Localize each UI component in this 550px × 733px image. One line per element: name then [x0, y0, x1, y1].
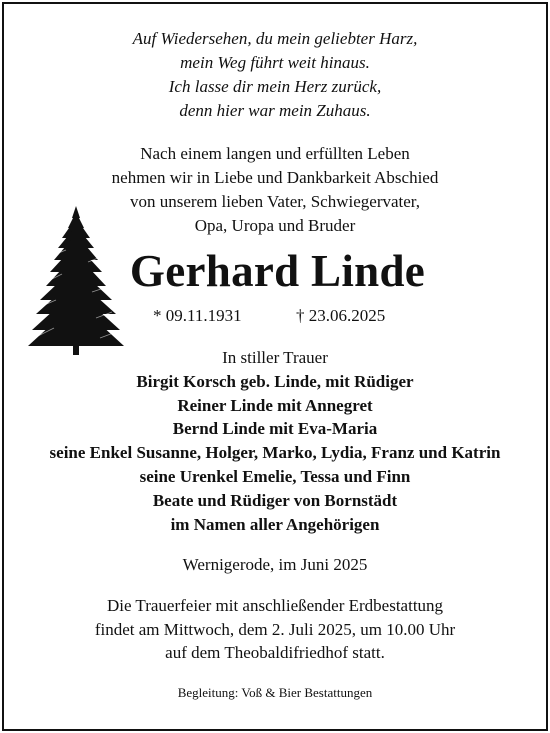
mourner-line: seine Enkel Susanne, Holger, Marko, Lydia, Franz und Katrin: [49, 443, 501, 463]
mourner-line: Reiner Linde mit Annegret: [177, 395, 373, 415]
deceased-name: Gerhard Linde: [129, 246, 426, 296]
poem: [0, 27, 550, 123]
birth-date: * 09.11.1931: [153, 306, 242, 325]
mourner-line: im Namen aller Angehörigen: [170, 514, 380, 534]
place-date: Wernigerode, im Juni 2025: [182, 555, 368, 574]
mourner-line: seine Urenkel Emelie, Tessa und Finn: [139, 466, 411, 486]
funeral-line: findet am Mittwoch, dem 2. Juli 2025, um 10.00 Uhr: [94, 619, 456, 639]
mourner-line: Beate und Rüdiger von Bornstädt: [152, 490, 398, 510]
poem-line: denn hier war mein Zuhaus.: [179, 101, 371, 120]
funeral-home-credit: Begleitung: Voß & Bier Bestattungen: [177, 685, 373, 700]
poem-line: Auf Wiedersehen, du mein geliebter Harz,: [132, 29, 418, 48]
mourner-line: Bernd Linde mit Eva-Maria: [172, 419, 378, 439]
mourning-lead: In stiller Trauer: [222, 348, 328, 367]
mourner-line: Birgit Korsch geb. Linde, mit Rüdiger: [136, 371, 414, 391]
mourners-block: [0, 346, 550, 536]
poem-line: mein Weg führt weit hinaus.: [180, 53, 370, 72]
farewell-line: Nach einem langen und erfüllten Leben: [140, 144, 410, 163]
fir-tree-icon: [26, 204, 126, 359]
funeral-line: auf dem Theobaldifriedhof statt.: [165, 643, 385, 662]
death-date: † 23.06.2025: [296, 306, 386, 325]
funeral-details: [0, 594, 550, 665]
farewell-line: von unserem lieben Vater, Schwiegervater,: [129, 192, 421, 211]
farewell-line: Opa, Uropa und Bruder: [194, 216, 356, 235]
poem-line: Ich lasse dir mein Herz zurück,: [168, 77, 382, 96]
farewell-line: nehmen wir in Liebe und Dankbarkeit Abschied: [111, 168, 439, 187]
funeral-line: Die Trauerfeier mit anschließender Erdbestattung: [106, 596, 444, 615]
